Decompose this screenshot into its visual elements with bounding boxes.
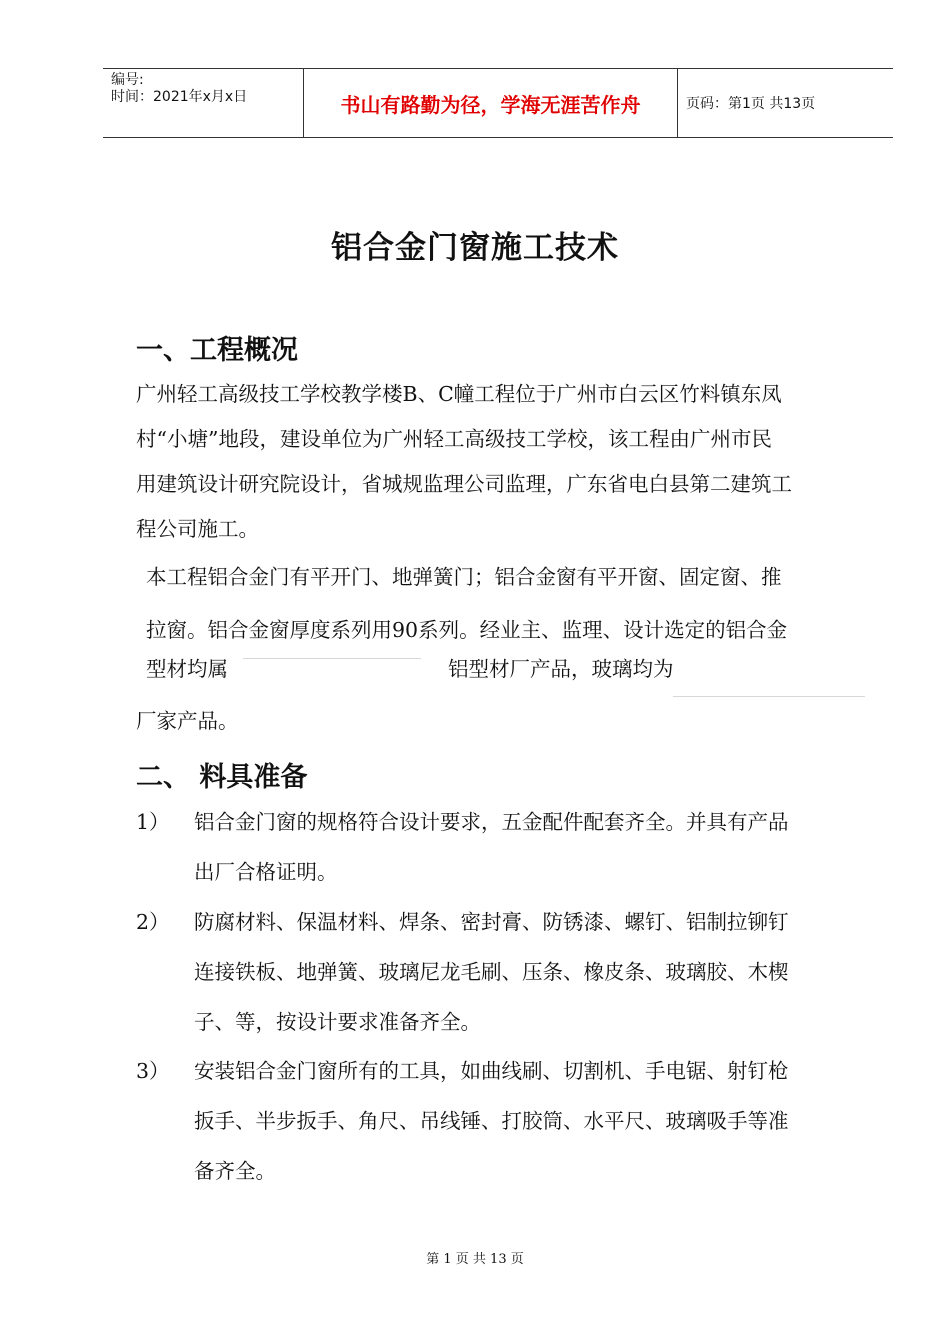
list-number: 1） <box>136 810 170 834</box>
list-line: 扳手、半步扳手、角尺、吊线锤、打胶筒、水平尺、玻璃吸手等准 <box>194 1109 789 1133</box>
document-header <box>103 68 893 138</box>
material-line-right: 铝型材厂产品，玻璃均为 <box>448 657 674 681</box>
list-line: 子、等，按设计要求准备齐全。 <box>194 1010 481 1034</box>
list-text <box>194 797 862 897</box>
document-title: 铝合金门窗施工技术 <box>331 230 619 266</box>
paragraph-line: 村“小塘”地段，建设单位为广州轻工高级技工学校，该工程由广州市民 <box>136 427 772 451</box>
list-item <box>136 797 866 897</box>
section2-heading: 二、 料具准备 <box>136 762 308 793</box>
section1-heading: 一、工程概况 <box>136 335 298 366</box>
header-meta-cell <box>103 69 304 137</box>
list-text <box>194 1046 862 1196</box>
section1-paragraph <box>136 372 866 552</box>
list-item <box>136 897 866 1047</box>
list-number: 2） <box>136 910 170 934</box>
list-line: 备齐全。 <box>194 1159 276 1183</box>
list-text <box>194 897 862 1047</box>
material-line-end: 厂家产品。 <box>136 709 239 733</box>
list-line: 防腐材料、保温材料、焊条、密封膏、防锈漆、螺钉、铝制拉铆钉 <box>194 910 789 934</box>
paragraph-line: 本工程铝合金门有平开门、地弹簧门；铝合金窗有平开窗、固定窗、推 <box>146 565 782 589</box>
material-line-left: 型材均属 <box>146 657 228 681</box>
page-label-cell <box>678 69 893 137</box>
page-footer: 第 1 页 共 13 页 <box>426 1252 524 1267</box>
blank-underline <box>673 696 865 697</box>
list-item <box>136 1046 866 1196</box>
number-label: 编号: <box>111 72 144 88</box>
list-line: 连接铁板、地弹簧、玻璃尼龙毛刷、压条、橡皮条、玻璃胶、木楔 <box>194 960 789 984</box>
paragraph-line: 用建筑设计研究院设计，省城规监理公司监理，广东省电白县第二建筑工 <box>136 472 792 496</box>
list-line: 出厂合格证明。 <box>194 860 338 884</box>
time-label: 时间：2021年x月x日 <box>111 89 248 105</box>
list-line: 铝合金门窗的规格符合设计要求，五金配件配套齐全。并具有产品 <box>194 810 789 834</box>
paragraph-line: 程公司施工。 <box>136 517 259 541</box>
motto-text: 书山有路勤为径，学海无涯苦作舟 <box>340 92 641 117</box>
motto-cell <box>304 69 678 137</box>
blank-underline <box>243 658 421 659</box>
paragraph-line: 拉窗。铝合金窗厚度系列用90系列。经业主、监理、设计选定的铝合金 <box>146 618 788 642</box>
paragraph-line: 广州轻工高级技工学校教学楼B、C幢工程位于广州市白云区竹料镇东凤 <box>136 382 782 406</box>
section1-paragraph-2 <box>146 551 866 657</box>
list-number: 3） <box>136 1059 170 1083</box>
list-line: 安装铝合金门窗所有的工具，如曲线刷、切割机、手电锯、射钉枪 <box>194 1059 789 1083</box>
page-label: 页码：第1页 共13页 <box>686 96 816 112</box>
